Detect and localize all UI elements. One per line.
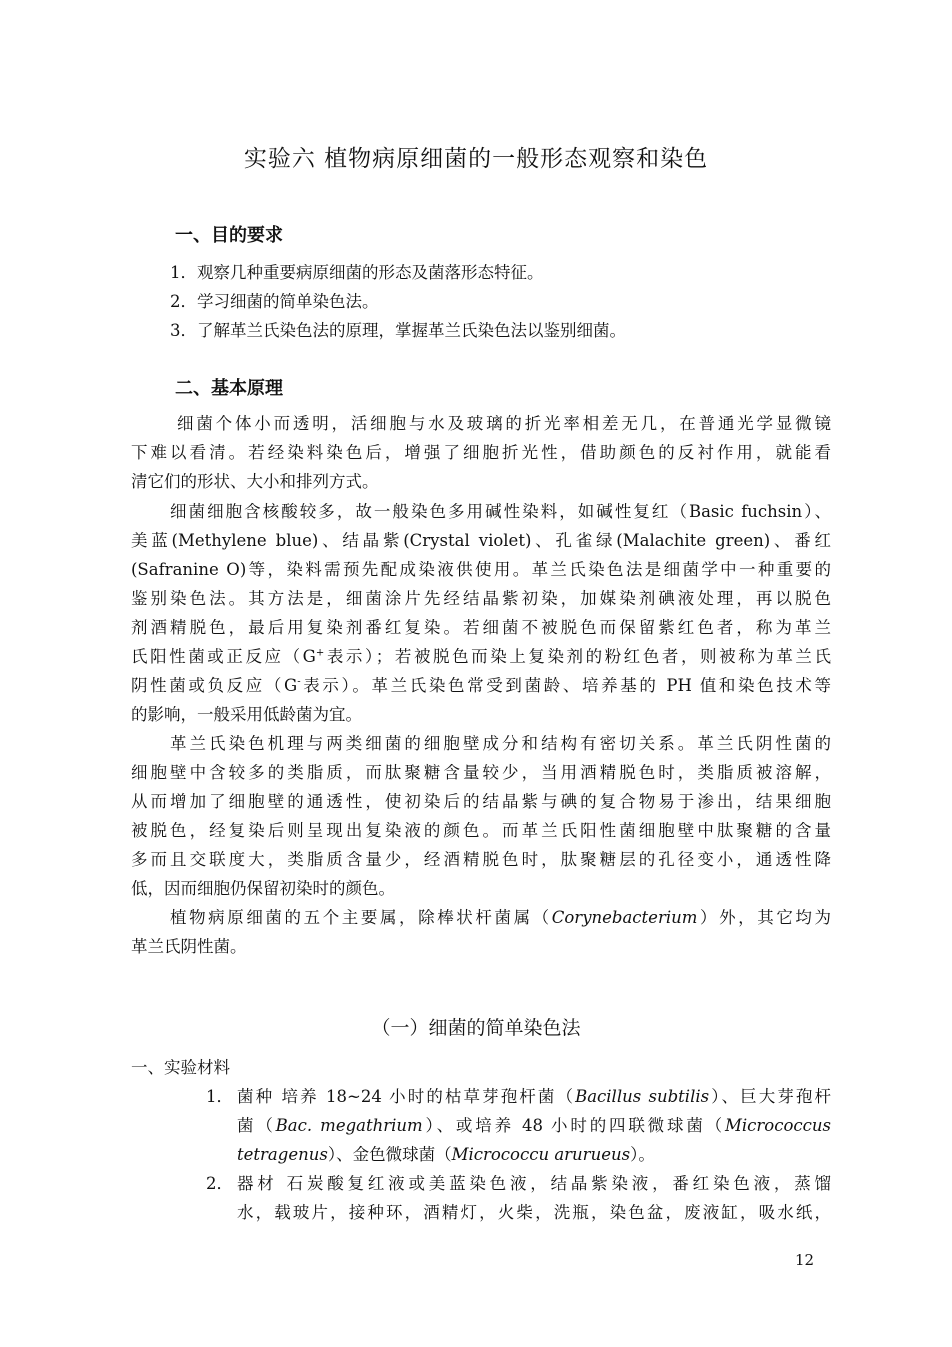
paragraph-line: 美蓝(Methylene blue)、结晶紫(Crystal violet)、孔雀绿(Malachite green)、番红 bbox=[131, 531, 831, 550]
paragraph-line: 阴性菌或负反应（G-表示）。革兰氏染色常受到菌龄、培养基的 PH 值和染色技术等 bbox=[131, 676, 832, 695]
section-heading-principles: 二、基本原理 bbox=[175, 378, 283, 399]
paragraph-line: 氏阳性菌或正反应（G+表示）；若被脱色而染上复染剂的粉红色者，则被称为革兰氏 bbox=[131, 647, 832, 666]
objective-item: 3．了解革兰氏染色法的原理，掌握革兰氏染色法以鉴别细菌。 bbox=[170, 321, 626, 340]
objective-item: 1．观察几种重要病原细菌的形态及菌落形态特征。 bbox=[170, 263, 544, 282]
objective-item: 2．学习细菌的简单染色法。 bbox=[170, 292, 379, 311]
material-line: 菌（Bac. megathrium）、或培养 48 小时的四联微球菌（Micrococcus bbox=[237, 1116, 831, 1135]
species-name: Bac. megathrium bbox=[275, 1116, 423, 1135]
paragraph-line: 细胞壁中含较多的类脂质，而肽聚糖含量较少，当用酒精脱色时，类脂质被溶解， bbox=[131, 763, 831, 782]
section-heading-objectives: 一、目的要求 bbox=[175, 225, 283, 246]
paragraph-line: 下难以看清。若经染料染色后，增强了细胞折光性，借助颜色的反衬作用，就能看 bbox=[131, 443, 831, 462]
material-item-number: 2． bbox=[206, 1174, 233, 1193]
species-name: Micrococcus bbox=[725, 1116, 831, 1135]
species-name: Micrococcu arurueus bbox=[451, 1145, 631, 1164]
gram-negative-superscript: - bbox=[297, 676, 301, 688]
material-item-number: 1． bbox=[206, 1087, 233, 1106]
species-name: tetragenus bbox=[237, 1145, 328, 1164]
page-title: 实验六 植物病原细菌的一般形态观察和染色 bbox=[243, 146, 709, 172]
species-name: Bacillus subtilis bbox=[575, 1087, 710, 1106]
paragraph-line: 多而且交联度大，类脂质含量少，经酒精脱色时，肽聚糖层的孔径变小，通透性降 bbox=[131, 850, 831, 869]
paragraph-line: 被脱色，经复染后则呈现出复染液的颜色。而革兰氏阳性菌细胞壁中肽聚糖的含量 bbox=[131, 821, 831, 840]
paragraph-line: 革兰氏染色机理与两类细菌的细胞壁成分和结构有密切关系。革兰氏阴性菌的 bbox=[170, 734, 831, 753]
paragraph-line: 低，因而细胞仍保留初染时的颜色。 bbox=[131, 879, 395, 898]
page-number: 12 bbox=[795, 1251, 815, 1269]
material-line: 器材 石炭酸复红液或美蓝染色液，结晶紫染液，番红染色液，蒸馏 bbox=[237, 1174, 831, 1193]
gram-positive-superscript: + bbox=[315, 647, 325, 659]
materials-heading: 一、实验材料 bbox=[131, 1058, 230, 1077]
paragraph-line: 的影响，一般采用低龄菌为宜。 bbox=[131, 705, 362, 724]
paragraph-line: 细菌个体小而透明，活细胞与水及玻璃的折光率相差无几，在普通光学显微镜 bbox=[177, 414, 831, 433]
paragraph-line: 剂酒精脱色，最后用复染剂番红复染。若细菌不被脱色而保留紫红色者，称为革兰 bbox=[131, 618, 831, 637]
paragraph-line: 植物病原细菌的五个主要属，除棒状杆菌属（Corynebacterium）外，其它均为 bbox=[170, 908, 832, 927]
paragraph-line: 从而增加了细胞壁的通透性，使初染后的结晶紫与碘的复合物易于渗出，结果细胞 bbox=[131, 792, 831, 811]
genus-name: Corynebacterium bbox=[551, 908, 698, 927]
paragraph-line: 细菌细胞含核酸较多，故一般染色多用碱性染料，如碱性复红（Basic fuchsin）、 bbox=[170, 502, 831, 521]
material-line: 水，载玻片，接种环，酒精灯，火柴，洗瓶，染色盆，废液缸，吸水纸， bbox=[237, 1203, 831, 1222]
paragraph-line: (Safranine O)等，染料需预先配成染液供使用。革兰氏染色法是细菌学中一种重要的 bbox=[131, 560, 831, 579]
material-line: 菌种 培养 18~24 小时的枯草芽孢杆菌（Bacillus subtilis）、巨大芽孢杆 bbox=[237, 1087, 831, 1106]
subsection-title: （一）细菌的简单染色法 bbox=[371, 1017, 581, 1039]
material-line: tetragenus）、金色微球菌（Micrococcu arurueus）。 bbox=[237, 1145, 655, 1164]
paragraph-line: 鉴别染色法。其方法是，细菌涂片先经结晶紫初染，加媒染剂碘液处理，再以脱色 bbox=[131, 589, 831, 608]
paragraph-line: 革兰氏阴性菌。 bbox=[131, 937, 247, 956]
paragraph-line: 清它们的形状、大小和排列方式。 bbox=[131, 472, 379, 491]
